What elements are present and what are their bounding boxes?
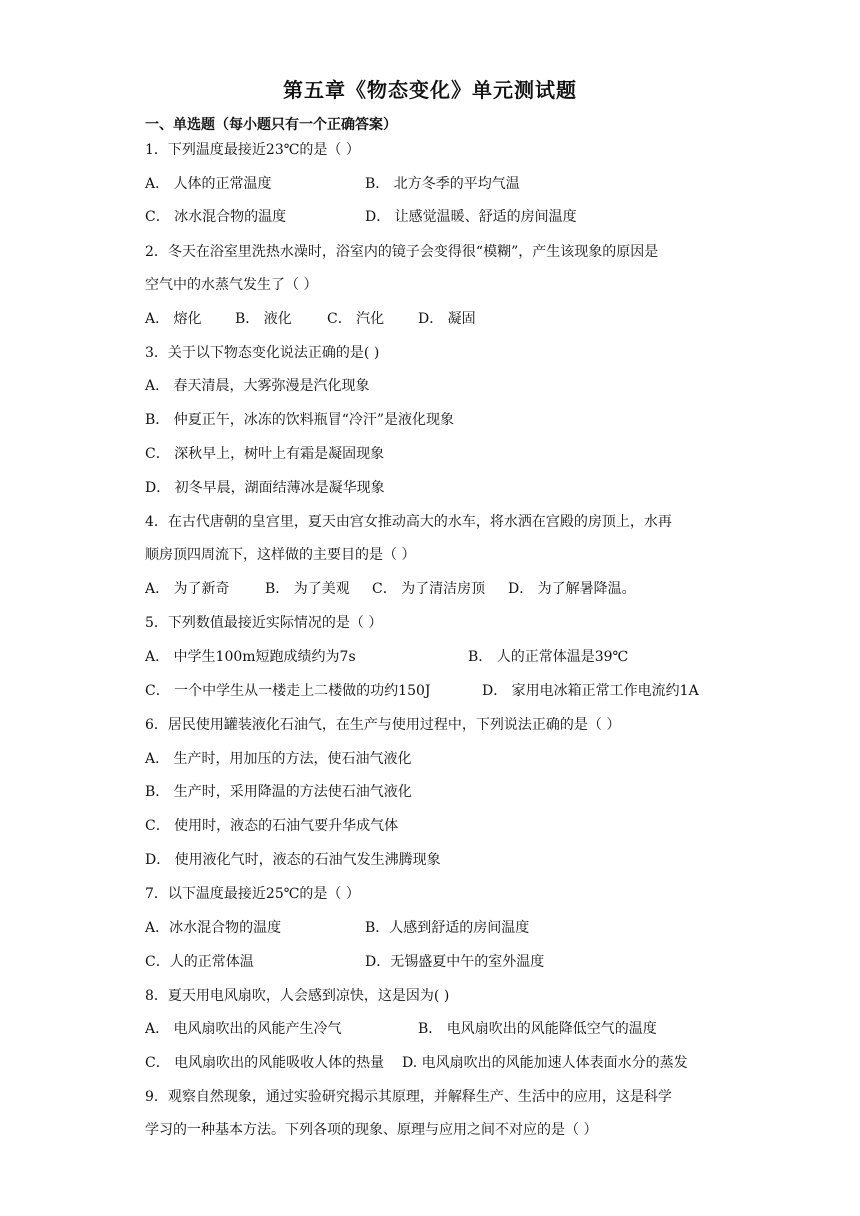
- question-6-option-a: A． 生产时，用加压的方法，使石油气液化: [145, 751, 412, 767]
- question-1-stem: 1．下列温度最接近23℃的是（ ）: [145, 142, 360, 158]
- question-8-option-d: D. 电风扇吹出的风能加速人体表面水分的蒸发: [402, 1055, 688, 1071]
- question-3-stem: 3．关于以下物态变化说法正确的是( ): [145, 345, 380, 361]
- question-2-option-d: D． 凝固: [418, 311, 476, 327]
- question-4-option-a: A． 为了新奇: [145, 581, 230, 597]
- question-3-option-b: B． 仲夏正午，冰冻的饮料瓶冒“冷汗”是液化现象: [145, 412, 455, 428]
- question-8-option-c: C． 电风扇吹出的风能吸收人体的热量: [145, 1055, 385, 1071]
- question-9-stem-line-1: 9．观察自然现象，通过实验研究揭示其原理，并解释生产、生活中的应用，这是科学: [145, 1089, 672, 1105]
- question-8-option-a: A． 电风扇吹出的风能产生冷气: [145, 1021, 342, 1037]
- section-heading: 一、单选题（每小题只有一个正确答案）: [145, 117, 397, 133]
- page-title: 第五章《物态变化》单元测试题: [283, 78, 577, 102]
- question-5-option-c: C． 一个中学生从一楼走上二楼做的功约150J: [145, 683, 431, 699]
- question-1-option-a: A． 人体的正常温度: [145, 176, 272, 192]
- question-5-option-a: A． 中学生100m短跑成绩约为7s: [145, 649, 356, 665]
- question-4-option-c: C． 为了清洁房顶: [372, 581, 486, 597]
- question-6-option-b: B． 生产时，采用降温的方法使石油气液化: [145, 784, 412, 800]
- question-5-stem: 5．下列数值最接近实际情况的是（ ）: [145, 615, 383, 631]
- question-5-option-b: B． 人的正常体温是39℃: [468, 649, 629, 665]
- question-2-option-b: B． 液化: [235, 311, 292, 327]
- question-9-stem-line-2: 学习的一种基本方法。下列各项的现象、原理与应用之间不对应的是（ ）: [145, 1122, 598, 1138]
- question-1-option-b: B． 北方冬季的平均气温: [365, 176, 520, 192]
- question-7-stem: 7．以下温度最接近25℃的是（ ）: [145, 886, 360, 902]
- question-4-stem-line-1: 4．在古代唐朝的皇宫里，夏天由宫女推动高大的水车，将水洒在宫殿的房顶上，水再: [145, 514, 672, 530]
- question-7-option-b: B．人感到舒适的房间温度: [365, 920, 530, 936]
- question-8-option-b: B． 电风扇吹出的风能降低空气的温度: [418, 1021, 657, 1037]
- question-2-stem-line-2: 空气中的水蒸气发生了（ ）: [145, 277, 318, 293]
- question-5-option-d: D． 家用电冰箱正常工作电流约1A: [482, 683, 699, 699]
- question-3-option-a: A． 春天清晨，大雾弥漫是汽化现象: [145, 378, 370, 394]
- question-4-option-d: D． 为了解暑降温。: [508, 581, 636, 597]
- question-4-option-b: B． 为了美观: [265, 581, 350, 597]
- question-7-option-a: A．冰水混合物的温度: [145, 920, 282, 936]
- question-3-option-d: D． 初冬早晨，湖面结薄冰是凝华现象: [145, 480, 385, 496]
- question-2-stem-line-1: 2．冬天在浴室里洗热水澡时，浴室内的镜子会变得很“模糊”，产生该现象的原因是: [145, 244, 659, 260]
- question-7-option-d: D．无锡盛夏中午的室外温度: [365, 954, 545, 970]
- question-3-option-c: C． 深秋早上，树叶上有霜是凝固现象: [145, 446, 385, 462]
- question-1-option-c: C． 冰水混合物的温度: [145, 209, 287, 225]
- question-1-option-d: D． 让感觉温暖、舒适的房间温度: [365, 209, 577, 225]
- question-2-option-c: C． 汽化: [327, 311, 385, 327]
- question-6-stem: 6．居民使用罐装液化石油气，在生产与使用过程中，下列说法正确的是（ ）: [145, 717, 621, 733]
- question-7-option-c: C．人的正常体温: [145, 954, 254, 970]
- question-6-option-d: D． 使用液化气时，液态的石油气发生沸腾现象: [145, 852, 441, 868]
- question-8-stem: 8．夏天用电风扇吹，人会感到凉快，这是因为( ): [145, 988, 450, 1004]
- question-6-option-c: C． 使用时，液态的石油气要升华成气体: [145, 818, 399, 834]
- question-4-stem-line-2: 顺房顶四周流下，这样做的主要目的是（ ）: [145, 547, 416, 563]
- question-2-option-a: A． 熔化: [145, 311, 202, 327]
